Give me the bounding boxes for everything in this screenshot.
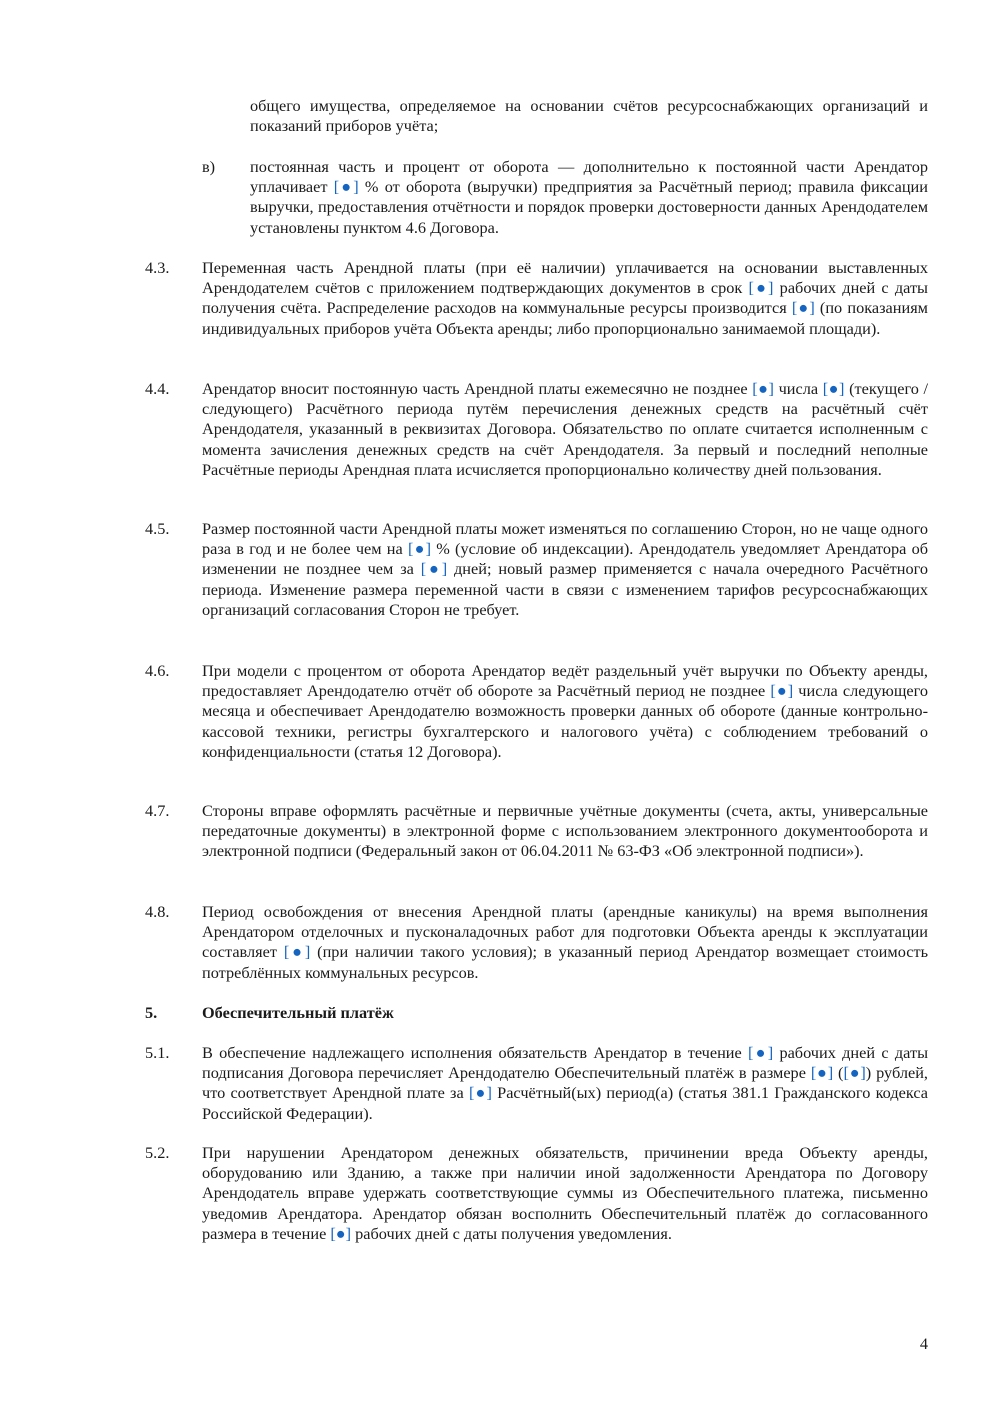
- clause-number: 5.1.: [145, 1043, 170, 1062]
- subclause-text: постоянная часть и процент от оборота — дополнительно к постоянной части Арендатор уплачивает [●] % от оборота (выручки) предприятия за Расчётный период; правила фиксации выручки, предоставления отчётности и порядок проверки достоверности данных Арендодателем установлены пунктом 4.6 Договора.: [250, 157, 928, 237]
- clause-number: 4.5.: [145, 519, 170, 538]
- clause-text: Переменная часть Арендной платы (при её наличии) уплачивается на основании выставленных Арендодателем счётов с приложением подтверждающих документов в срок [●] рабочих дней с даты получения счёта. Распределение расходов на коммунальные ресурсы производится [●] (по показаниям индивидуальных приборов учёта Объекта аренды; либо пропорционально занимаемой площади).: [202, 258, 928, 338]
- subclause-v: [202, 157, 928, 238]
- placeholder-field: [●]: [770, 681, 794, 701]
- clause-number: 4.6.: [145, 661, 170, 680]
- clause-4-6: [145, 661, 928, 762]
- clause-number: 4.7.: [145, 801, 170, 820]
- continuation-paragraph: общего имущества, определяемое на основании счётов ресурсоснабжающих организаций и показаний приборов учёта;: [250, 96, 928, 136]
- placeholder-field: [●]: [843, 1063, 866, 1083]
- placeholder-field: [●]: [333, 177, 359, 197]
- clause-text: В обеспечение надлежащего исполнения обязательств Арендатор в течение [●] рабочих дней с даты подписания Договора перечисляет Арендодателю Обеспечительный платёж в размере [●] ([●]) рублей, что соответствует Арендной плате за [●] Расчётный(ых) период(а) (статья 381.1 Гражданского кодекса Российской Федерации).: [202, 1043, 929, 1123]
- clause-4-3: [145, 258, 928, 339]
- placeholder-field: [●]: [283, 942, 311, 962]
- clause-4-5: [145, 519, 928, 620]
- clause-number: 4.3.: [145, 258, 170, 277]
- placeholder-field: [●]: [791, 298, 815, 318]
- placeholder-field: [●]: [420, 559, 448, 579]
- subclause-marker: в): [202, 157, 216, 176]
- clause-4-7: [145, 801, 928, 862]
- clause-number: 5.2.: [145, 1143, 170, 1162]
- placeholder-field: [●]: [748, 1043, 774, 1062]
- placeholder-field: [●]: [810, 1063, 834, 1083]
- section-heading-5: [145, 1003, 928, 1023]
- placeholder-field: [●]: [468, 1083, 492, 1103]
- placeholder-field: [●]: [752, 379, 774, 398]
- clause-4-8: [145, 902, 928, 983]
- clause-text: Стороны вправе оформлять расчётные и первичные учётные документы (счета, акты, универсальные передаточные документы) в электронной форме с использованием электронного документооборота и электронной подписи (Федеральный закон от 06.04.2011 № 63-ФЗ «Об электронной подписи»).: [202, 801, 928, 861]
- placeholder-field: [●]: [748, 278, 774, 298]
- clause-text: При нарушении Арендатором денежных обязательств, причинении вреда Объекту аренды, оборудованию или Зданию, а также при наличии иной задолженности Арендатора по Договору Арендодатель вправе удержать соответствующие суммы из Обеспечительного платежа, письменно уведомив Арендатора. Арендатор обязан восполнить Обеспечительный платёж до согласованного размера в течение [●] рабочих дней с даты получения уведомления.: [202, 1143, 928, 1243]
- clause-text: Арендатор вносит постоянную часть Арендной платы ежемесячно не позднее [●] числа [●] (текущего / следующего) Расчётного периода путём перечисления денежных средств на расчётный счёт Арендодателя, указанный в реквизитах Договора. Обязательство по оплате считается исполненным с момента зачисления денежных средств на счёт Арендодателя. За первый и последний неполные Расчётные периоды Арендная плата исчисляется пропорционально количеству дней пользования.: [202, 379, 928, 479]
- clause-number: 4.8.: [145, 902, 170, 921]
- clause-text: Период освобождения от внесения Арендной платы (арендные каникулы) на время выполнения Арендатором отделочных и пусконаладочных работ для подготовки Объекта аренды к эксплуатации составляет [●] (при наличии такого условия); в указанный период Арендатор возмещает стоимость потреблённых коммунальных ресурсов.: [202, 902, 929, 982]
- section-title: Обеспечительный платёж: [202, 1003, 394, 1022]
- clause-4-4: [145, 379, 928, 480]
- clause-text: При модели с процентом от оборота Арендатор ведёт раздельный учёт выручки по Объекту аренды, предоставляет Арендодателю отчёт об обороте за Расчётный период не позднее [●] числа следующего месяца и обеспечивает Арендодателю возможность проверки данных об обороте (данные контрольно-кассовой техники, регистры бухгалтерского и налогового учёта) с соблюдением требований о конфиденциальности (статья 12 Договора).: [202, 661, 929, 761]
- clause-number: 4.4.: [145, 379, 170, 398]
- clause-5-1: [145, 1043, 928, 1124]
- placeholder-field: [●]: [330, 1223, 352, 1243]
- clause-5-2: [145, 1143, 928, 1244]
- placeholder-field: [●]: [822, 379, 845, 398]
- page-number: 4: [919, 1334, 928, 1353]
- clause-text: Размер постоянной части Арендной платы может изменяться по соглашению Сторон, но не чаще одного раза в год и не более чем на [●] % (условие об индексации). Арендодатель уведомляет Арендатора об изменении не позднее чем за [●] дней; новый размер применяется с начала очередного Расчётного периода. Изменение размера переменной части в связи с изменением тарифов ресурсоснабжающих организаций согласования Сторон не требует.: [202, 519, 928, 619]
- section-number: 5.: [145, 1003, 158, 1022]
- placeholder-field: [●]: [407, 539, 432, 559]
